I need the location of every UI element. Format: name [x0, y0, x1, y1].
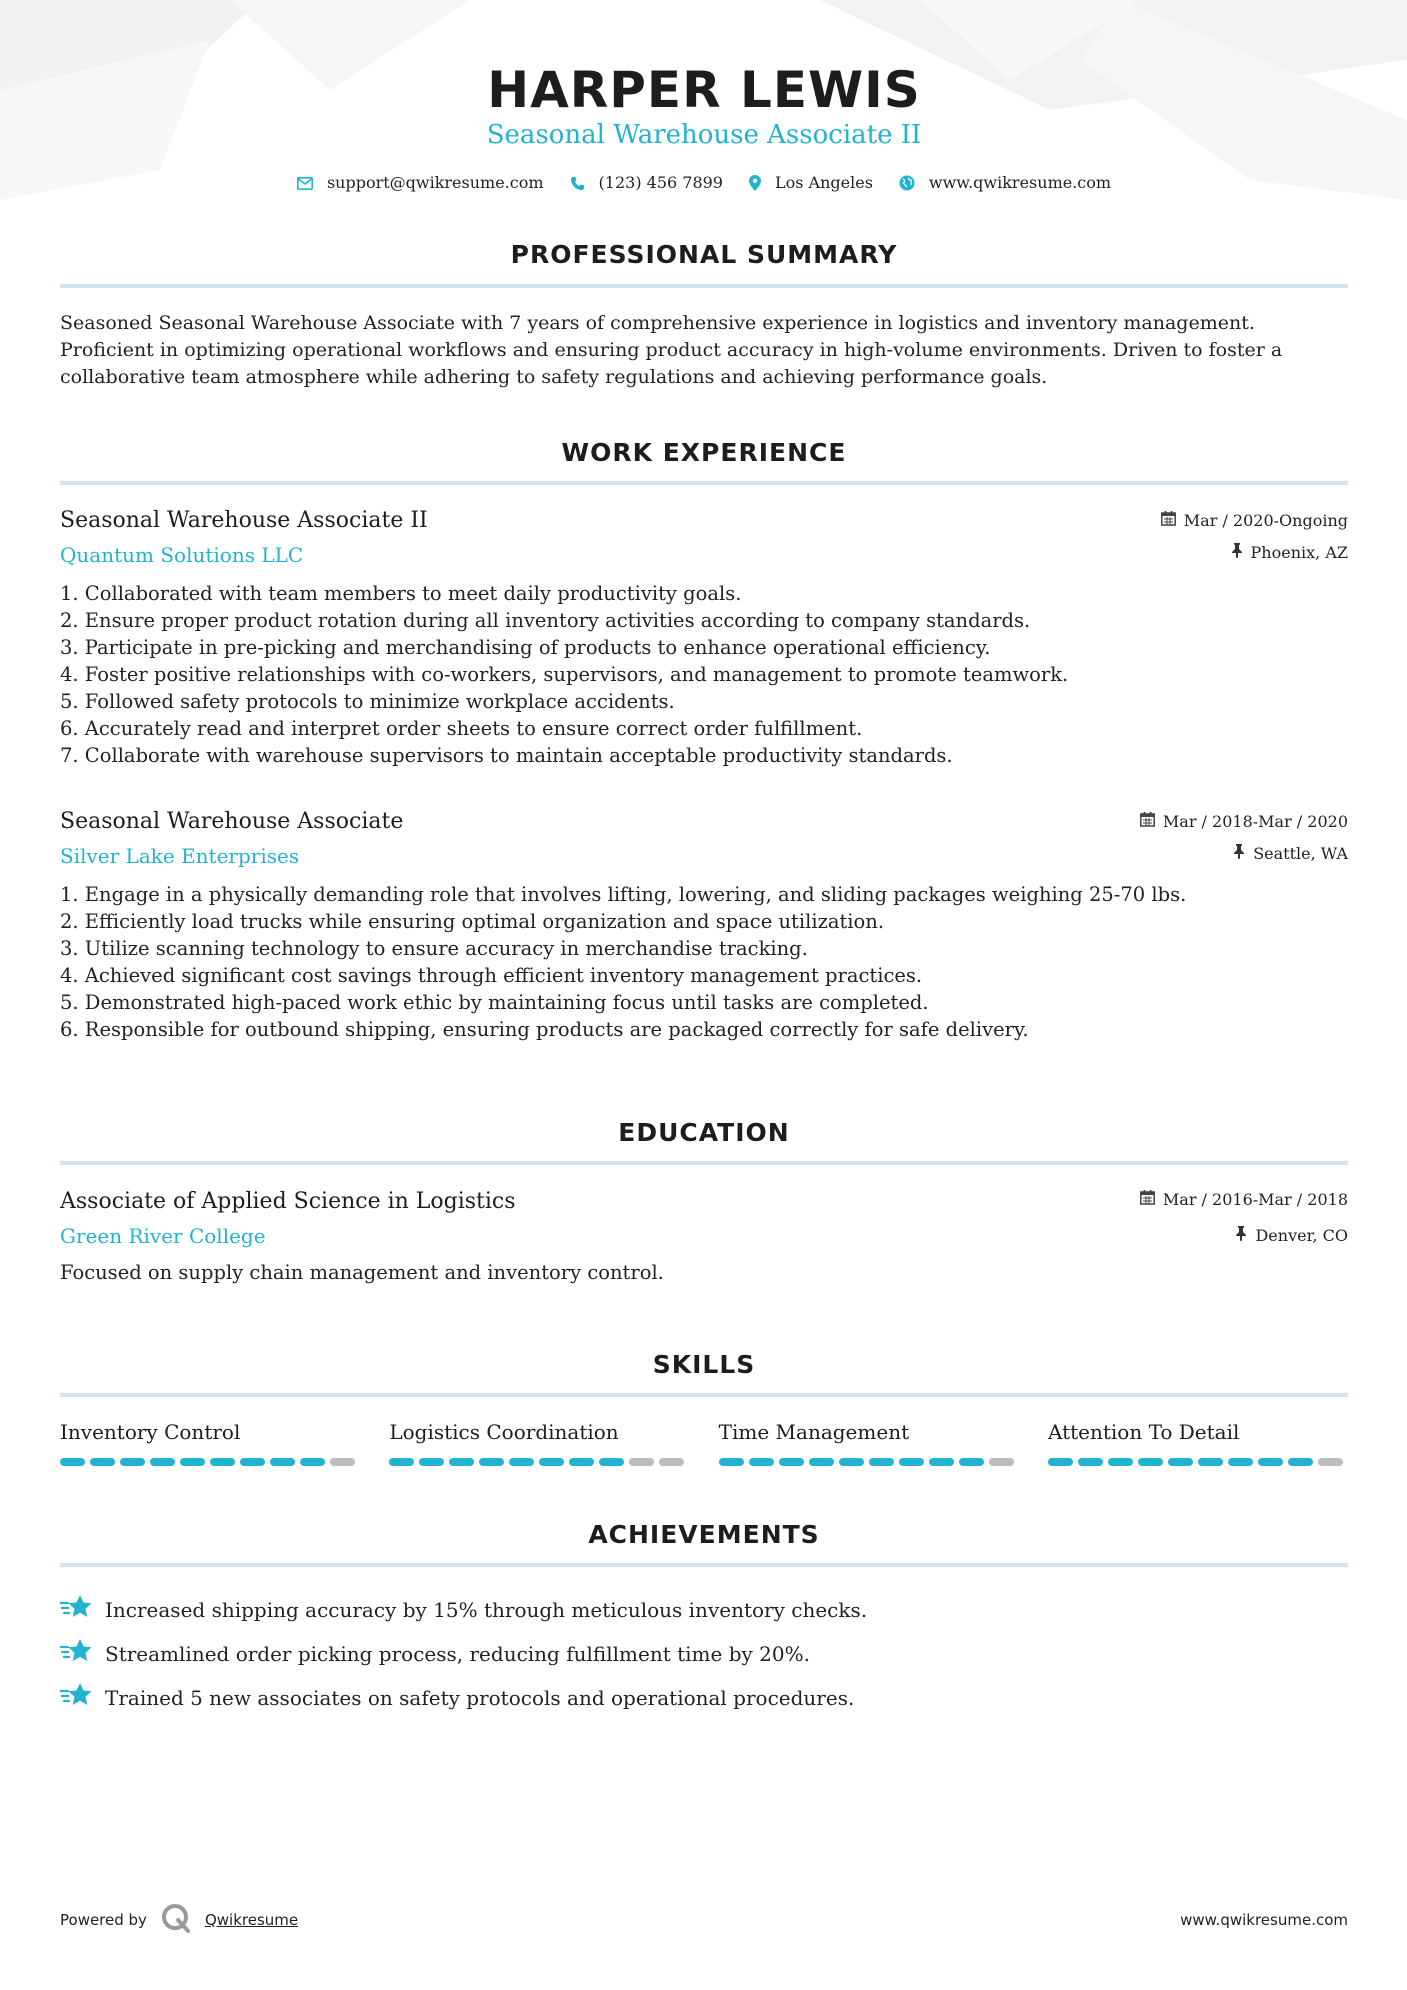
job-location: Seattle, WA	[1253, 844, 1348, 863]
achievement-text: Increased shipping accuracy by 15% through meticulous inventory checks.	[105, 1598, 868, 1622]
contact-email[interactable]	[297, 172, 544, 194]
skill-segment-empty	[629, 1458, 654, 1466]
skill-item	[389, 1418, 689, 1466]
pushpin-icon	[1235, 1225, 1247, 1247]
skill-segment-filled	[1078, 1458, 1103, 1466]
contact-bar	[60, 172, 1348, 194]
skill-name: Attention To Detail	[1047, 1420, 1240, 1444]
powered-by-label: Powered by	[60, 1911, 147, 1929]
contact-phone-text: (123) 456 7899	[598, 173, 723, 192]
skill-segment-filled	[1168, 1458, 1193, 1466]
list-item: 1. Collaborated with team members to meet daily productivity goals.	[60, 582, 742, 605]
skill-segment-filled	[869, 1458, 894, 1466]
calendar-icon	[1140, 811, 1155, 833]
education-heading: EDUCATION	[618, 1118, 790, 1147]
skill-level-bar	[1048, 1458, 1348, 1466]
skill-segment-filled	[839, 1458, 864, 1466]
skill-segment-filled	[929, 1458, 954, 1466]
skill-segment-filled	[599, 1458, 624, 1466]
education-location: Denver, CO	[1255, 1226, 1348, 1245]
summary-text: Seasoned Seasonal Warehouse Associate with 7 years of comprehensive experience in logistics and inventory management. Proficient in optimizing operational workflows and ensuring product accuracy in high-volume environments. Driven to foster a collaborative team atmosphere while adhering to safety regulations and achieving performance goals.	[60, 312, 1283, 388]
list-item	[60, 1676, 1348, 1720]
list-item: 3. Participate in pre-picking and merchandising of products to enhance operational efficiency.	[60, 636, 991, 659]
skill-segment-filled	[1288, 1458, 1313, 1466]
skill-segment-filled	[899, 1458, 924, 1466]
job-bullets	[60, 580, 1348, 769]
list-item: 5. Followed safety protocols to minimize workplace accidents.	[60, 690, 675, 713]
skill-segment-filled	[419, 1458, 444, 1466]
footer	[60, 1900, 1348, 1940]
star-icon	[60, 1682, 93, 1715]
skill-segment-filled	[569, 1458, 594, 1466]
list-item: 5. Demonstrated high-paced work ethic by maintaining focus until tasks are completed.	[60, 991, 929, 1014]
skill-segment-empty	[659, 1458, 684, 1466]
contact-email-text: support@qwikresume.com	[326, 173, 544, 192]
skill-segment-empty	[1318, 1458, 1343, 1466]
experience-heading: WORK EXPERIENCE	[561, 438, 847, 467]
education-dates: Mar / 2016-Mar / 2018	[1162, 1190, 1348, 1209]
skill-item	[60, 1418, 360, 1466]
skill-segment-filled	[240, 1458, 265, 1466]
star-icon	[60, 1638, 93, 1671]
calendar-icon	[1161, 510, 1176, 532]
job-meta	[1161, 506, 1348, 564]
pushpin-icon	[1233, 843, 1245, 865]
skill-segment-filled	[539, 1458, 564, 1466]
education-divider	[60, 1161, 1348, 1165]
skill-item	[719, 1418, 1019, 1466]
skill-segment-filled	[1048, 1458, 1073, 1466]
skill-segment-filled	[1258, 1458, 1283, 1466]
list-item: 4. Achieved significant cost savings through efficient inventory management practices.	[60, 964, 923, 987]
job-meta	[1140, 807, 1348, 865]
skill-segment-empty	[989, 1458, 1014, 1466]
skill-segment-filled	[389, 1458, 414, 1466]
envelope-icon	[297, 177, 313, 190]
footer-website[interactable]: www.qwikresume.com	[1180, 1911, 1348, 1929]
job-title: Seasonal Warehouse Associate	[60, 809, 404, 834]
achievements-heading: ACHIEVEMENTS	[588, 1520, 820, 1549]
job-entry	[60, 807, 1348, 1043]
job-company: Quantum Solutions LLC	[60, 543, 304, 567]
experience-divider	[60, 481, 1348, 485]
skill-segment-filled	[300, 1458, 325, 1466]
list-item: 6. Responsible for outbound shipping, ensuring products are packaged correctly for safe delivery.	[60, 1018, 1029, 1041]
list-item: 3. Utilize scanning technology to ensure accuracy in merchandise tracking.	[60, 937, 808, 960]
skills-list	[60, 1418, 1348, 1466]
job-entry	[60, 506, 1348, 769]
education-meta	[1140, 1187, 1348, 1247]
phone-icon	[570, 176, 585, 191]
skills-divider	[60, 1393, 1348, 1397]
skill-segment-filled	[719, 1458, 744, 1466]
skill-segment-filled	[210, 1458, 235, 1466]
footer-branding	[60, 1903, 298, 1937]
list-item: 4. Foster positive relationships with co-workers, supervisors, and management to promote teamwork.	[60, 663, 1069, 686]
skill-segment-filled	[959, 1458, 984, 1466]
list-item	[60, 1588, 1348, 1632]
skill-segment-filled	[1198, 1458, 1223, 1466]
education-entry	[60, 1187, 1348, 1286]
list-item: 2. Ensure proper product rotation during all inventory activities according to company standards.	[60, 609, 1031, 632]
skill-segment-filled	[809, 1458, 834, 1466]
job-dates: Mar / 2018-Mar / 2020	[1162, 812, 1348, 831]
contact-website[interactable]	[899, 172, 1111, 194]
list-item: 7. Collaborate with warehouse supervisors to maintain acceptable productivity standards.	[60, 744, 953, 767]
star-icon	[60, 1594, 93, 1627]
pushpin-icon	[1231, 542, 1243, 564]
list-item: 6. Accurately read and interpret order sheets to ensure correct order fulfillment.	[60, 717, 863, 740]
candidate-title: Seasonal Warehouse Associate II	[486, 120, 922, 150]
skill-level-bar	[719, 1458, 1019, 1466]
skill-segment-filled	[1228, 1458, 1253, 1466]
job-company: Silver Lake Enterprises	[60, 844, 300, 868]
skill-name: Inventory Control	[60, 1420, 241, 1444]
contact-phone[interactable]	[570, 172, 723, 194]
job-location: Phoenix, AZ	[1250, 543, 1348, 562]
skill-segment-filled	[270, 1458, 295, 1466]
skill-segment-filled	[120, 1458, 145, 1466]
skill-segment-filled	[180, 1458, 205, 1466]
skill-segment-filled	[479, 1458, 504, 1466]
skill-segment-filled	[60, 1458, 85, 1466]
skill-level-bar	[60, 1458, 360, 1466]
skill-segment-filled	[1138, 1458, 1163, 1466]
skill-segment-filled	[749, 1458, 774, 1466]
achievement-text: Trained 5 new associates on safety protocols and operational procedures.	[105, 1686, 855, 1710]
skill-name: Logistics Coordination	[389, 1420, 619, 1444]
contact-location	[749, 172, 873, 194]
calendar-icon	[1140, 1189, 1155, 1211]
map-pin-icon	[749, 175, 761, 191]
qwikresume-link[interactable]: Qwikresume	[204, 1911, 299, 1929]
skill-name: Time Management	[718, 1420, 910, 1444]
skill-segment-filled	[90, 1458, 115, 1466]
qwikresume-logo-icon	[161, 1903, 191, 1937]
achievements-divider	[60, 1563, 1348, 1567]
skill-item	[1048, 1418, 1348, 1466]
achievements-list	[60, 1588, 1348, 1720]
skill-segment-filled	[449, 1458, 474, 1466]
list-item	[60, 1632, 1348, 1676]
degree-title: Associate of Applied Science in Logistics	[60, 1189, 516, 1214]
skills-heading: SKILLS	[652, 1350, 756, 1379]
globe-icon	[899, 175, 915, 191]
education-description: Focused on supply chain management and inventory control.	[60, 1261, 664, 1284]
contact-location-text: Los Angeles	[774, 173, 873, 192]
candidate-name: HARPER LEWIS	[487, 61, 921, 119]
skill-segment-filled	[779, 1458, 804, 1466]
contact-website-text: www.qwikresume.com	[928, 173, 1112, 192]
summary-heading: PROFESSIONAL SUMMARY	[510, 240, 898, 269]
job-dates: Mar / 2020-Ongoing	[1183, 511, 1348, 530]
skill-segment-filled	[150, 1458, 175, 1466]
summary-divider	[60, 284, 1348, 288]
job-bullets	[60, 881, 1348, 1043]
skill-segment-empty	[330, 1458, 355, 1466]
skill-segment-filled	[509, 1458, 534, 1466]
school-name: Green River College	[60, 1224, 266, 1248]
list-item: 2. Efficiently load trucks while ensuring optimal organization and space utilization.	[60, 910, 885, 933]
skill-level-bar	[389, 1458, 689, 1466]
skill-segment-filled	[1108, 1458, 1133, 1466]
achievement-text: Streamlined order picking process, reducing fulfillment time by 20%.	[105, 1642, 810, 1666]
job-title: Seasonal Warehouse Associate II	[60, 508, 428, 533]
list-item: 1. Engage in a physically demanding role that involves lifting, lowering, and sliding packages weighing 25-70 lbs.	[60, 883, 1187, 906]
